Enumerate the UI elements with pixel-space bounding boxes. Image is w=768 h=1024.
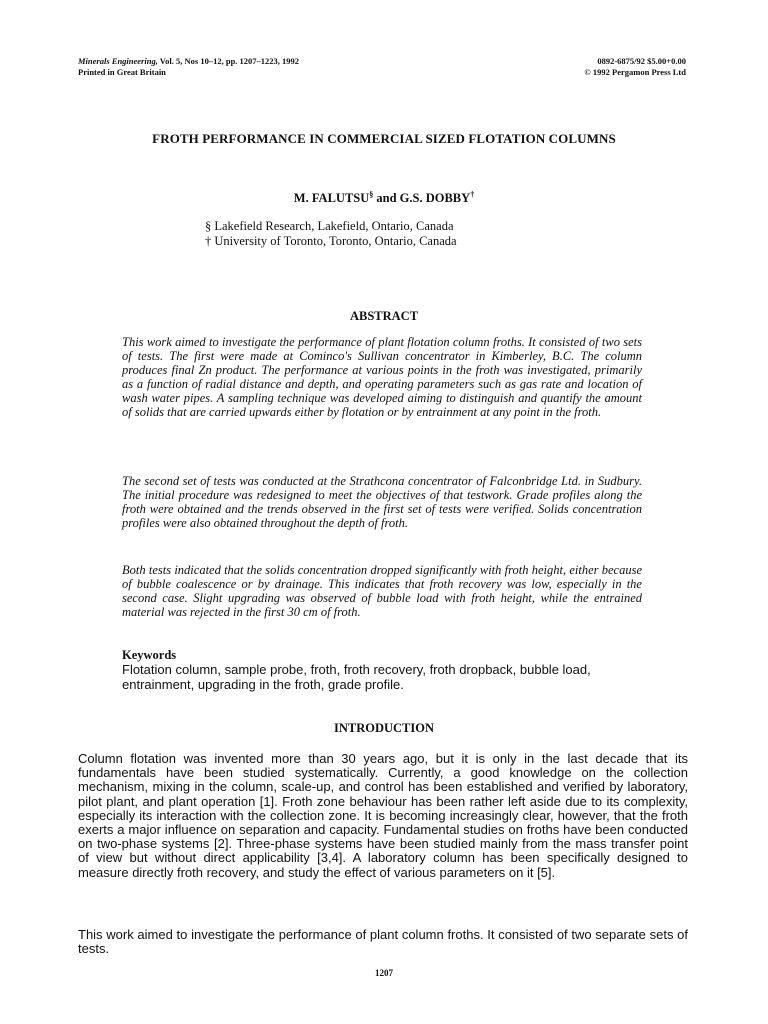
abstract-paragraph-2: The second set of tests was conducted at the Strathcona concentrator of Falconbridge Ltd. in Sudbury. The initial procedure was redesigned to meet the objectives of that testwork. Grade profiles along the froth were obtained and the trends observed in the first set of tests were verified. Solids concentration profiles were also obtained throughout the depth of froth. bbox=[122, 474, 642, 531]
page-number: 1207 bbox=[375, 968, 393, 978]
abstract-paragraph-1: This work aimed to investigate the performance of plant flotation column froths. It consisted of two sets of tests. The first were made at Cominco's Sullivan concentrator in Kimberley, B.C. The column produces final Zn product. The performance at various points in the froth was investigated, primarily as a function of radial distance and depth, and operating parameters such as gas rate and location of wash water pipes. A sampling technique was developed aiming to distinguish and quantify the amount of solids that are carried upwards either by flotation or by entrainment at any point in the froth. bbox=[122, 335, 642, 420]
abstract-paragraph-3: Both tests indicated that the solids concentration dropped significantly with froth height, either because of bubble coalescence or by drainage. This indicates that froth recovery was low, especially in the second case. Slight upgrading was observed of bubble load with froth height, while the entrained material was rejected in the first 30 cm of froth. bbox=[122, 563, 642, 620]
keywords-heading: Keywords bbox=[122, 648, 177, 662]
author-mark-dagger: † bbox=[470, 190, 475, 199]
author-falutsu: M. FALUTSU bbox=[293, 191, 370, 206]
author-conjunction: and bbox=[373, 191, 400, 206]
abstract-heading: ABSTRACT bbox=[349, 309, 419, 323]
affiliation-lakefield: § Lakefield Research, Lakefield, Ontario, Canada bbox=[205, 219, 454, 233]
introduction-paragraph-1: Column flotation was invented more than 30 years ago, but it is only in the last decade that its fundamentals have been studied systematically. Currently, a good knowledge on the collection mechanism, mixing in the column, scale-up, and control has been established and verified by laboratory, pilot plant, and plant operation [1]. Froth zone behaviour has been rather left aside due to its complexity, especially its interaction with the collection zone. It is becoming increasingly clear, however, that the froth exerts a major influence on separation and capacity. Fundamental studies on froths have been conducted on two-phase systems [2]. Three-phase systems have been studied mainly from the mass transfer point of view but without direct applicability [3,4]. A laboratory column has been specifically designed to measure directly froth recovery, and study the effect of various parameters on it [5]. bbox=[78, 751, 688, 880]
journal-name: Minerals Engineering, bbox=[78, 56, 158, 66]
introduction-heading: INTRODUCTION bbox=[333, 721, 434, 735]
publisher-header bbox=[584, 56, 686, 78]
copyright: © 1992 Pergamon Press Ltd bbox=[584, 67, 686, 77]
journal-citation bbox=[78, 56, 299, 67]
author-line bbox=[0, 190, 768, 206]
volume-info: Vol. 5, Nos 10–12, pp. 1207–1223, 1992 bbox=[157, 56, 300, 66]
paper-title: FROTH PERFORMANCE IN COMMERCIAL SIZED FLOTATION COLUMNS bbox=[152, 131, 616, 146]
introduction-paragraph-2: This work aimed to investigate the performance of plant column froths. It consisted of two separate sets of tests. bbox=[78, 927, 688, 957]
keywords-text: Flotation column, sample probe, froth, froth recovery, froth dropback, bubble load, entrainment, upgrading in the froth, grade profile. bbox=[122, 662, 591, 692]
journal-header bbox=[78, 56, 299, 78]
affiliation-toronto: † University of Toronto, Toronto, Ontario, Canada bbox=[205, 234, 457, 248]
affiliations bbox=[205, 219, 457, 249]
author-mark-section: § bbox=[369, 190, 374, 199]
issn-price: 0892-6875/92 $5.00+0.00 bbox=[597, 56, 686, 66]
author-dobby: G.S. DOBBY bbox=[399, 191, 471, 206]
printed-in: Printed in Great Britain bbox=[78, 67, 166, 77]
